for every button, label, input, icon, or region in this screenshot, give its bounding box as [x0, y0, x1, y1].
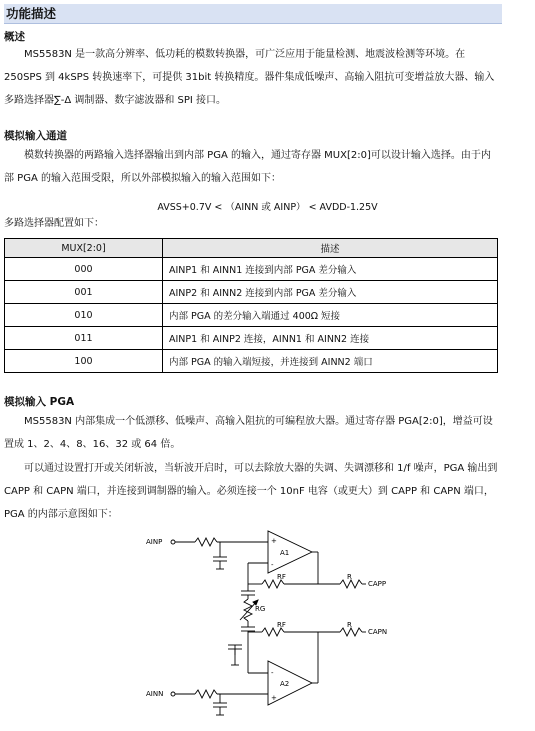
rg-label: RG	[255, 605, 266, 613]
rf-bottom-resistor	[262, 628, 284, 636]
mux-caption: 多路选择器配置如下：	[4, 218, 104, 229]
capp-label: CAPP	[368, 580, 387, 588]
table-row	[5, 327, 498, 350]
mux-desc: AINP1 和 AINP2 连接，AINN1 和 AINN2 连接	[163, 327, 498, 350]
capn-label: CAPN	[368, 628, 388, 636]
table-header-mux: MUX[2:0]	[5, 239, 163, 258]
r-bottom-resistor	[340, 628, 362, 636]
rg-resistor	[244, 599, 252, 621]
a1-plus: +	[271, 537, 277, 545]
rf-top-label: RF	[277, 573, 286, 581]
a1-minus: -	[271, 561, 274, 569]
ainp-terminal	[171, 540, 175, 544]
pga-heading: 模拟输入 PGA	[4, 396, 75, 408]
a2-minus: -	[271, 669, 274, 677]
r-top-resistor	[340, 580, 362, 588]
table-row	[5, 281, 498, 304]
table-row	[5, 258, 498, 281]
ainn-resistor	[195, 690, 217, 698]
mux-desc: 内部 PGA 的差分输入端通过 400Ω 短接	[163, 304, 498, 327]
pga-paragraph-2: 可以通过设置打开或关闭斩波，当斩波开启时，可以去除放大器的失调、失调漂移和 1/f 噪声，PGA 输出到 CAPP 和 CAPN 端口，并连接到调制器的输入。必须连接一个 10nF 电容（或更大）到 CAPP 和 CAPN 端口，PGA 的内部示意图如下：	[4, 463, 498, 520]
mux-code: 011	[5, 327, 163, 350]
r-bottom-label: R	[347, 621, 352, 629]
mux-desc: AINP1 和 AINN1 连接到内部 PGA 差分输入	[163, 258, 498, 281]
pga-paragraph-1: MS5583N 内部集成一个低漂移、低噪声、高输入阻抗的可编程放大器。通过寄存器 PGA[2:0]，增益可设置成 1、2、4、8、16、32 或 64 倍。	[4, 416, 493, 450]
a1-label: A1	[280, 549, 290, 557]
input-range-formula: AVSS+0.7V < （AINN 或 AINP） < AVDD-1.25V	[157, 202, 378, 213]
table-header-desc: 描述	[163, 239, 498, 258]
mux-code: 001	[5, 281, 163, 304]
ainn-label: AINN	[146, 690, 164, 698]
a2-label: A2	[280, 680, 290, 688]
table-row	[5, 304, 498, 327]
ainn-terminal	[171, 692, 175, 696]
overview-paragraph: MS5583N 是一款高分辨率、低功耗的模数转换器，可广泛应用于能量检测、地震波检测等环境。在 250SPS 到 4kSPS 转换速率下，可提供 31bit 转换精度。器件集成低噪声、高输入阻抗可变增益放大器、输入多路选择器∑-Δ 调制器、数字滤波器和 SPI 接口。	[4, 49, 495, 106]
r-top-label: R	[347, 573, 352, 581]
a2-plus: +	[271, 694, 277, 702]
mux-desc: AINP2 和 AINN2 连接到内部 PGA 差分输入	[163, 281, 498, 304]
table-row	[5, 350, 498, 373]
rf-top-resistor	[262, 580, 284, 588]
section-title: 功能描述	[4, 4, 502, 24]
analog-input-heading: 模拟输入通道	[4, 130, 67, 142]
mux-code: 100	[5, 350, 163, 373]
rf-bottom-label: RF	[277, 621, 286, 629]
mux-config-table	[4, 238, 498, 373]
mux-code: 000	[5, 258, 163, 281]
mux-desc: 内部 PGA 的输入端短接，并连接到 AINN2 端口	[163, 350, 498, 373]
mux-code: 010	[5, 304, 163, 327]
table-header-row	[5, 239, 498, 258]
ainp-resistor	[195, 538, 217, 546]
analog-input-paragraph: 模数转换器的两路输入选择器输出到内部 PGA 的输入，通过寄存器 MUX[2:0]可以设计输入选择。由于内部 PGA 的输入范围受限，所以外部模拟输入的输入范围如下：	[4, 150, 491, 184]
pga-schematic	[140, 525, 400, 725]
overview-heading: 概述	[4, 31, 25, 43]
ainp-label: AINP	[146, 538, 163, 546]
